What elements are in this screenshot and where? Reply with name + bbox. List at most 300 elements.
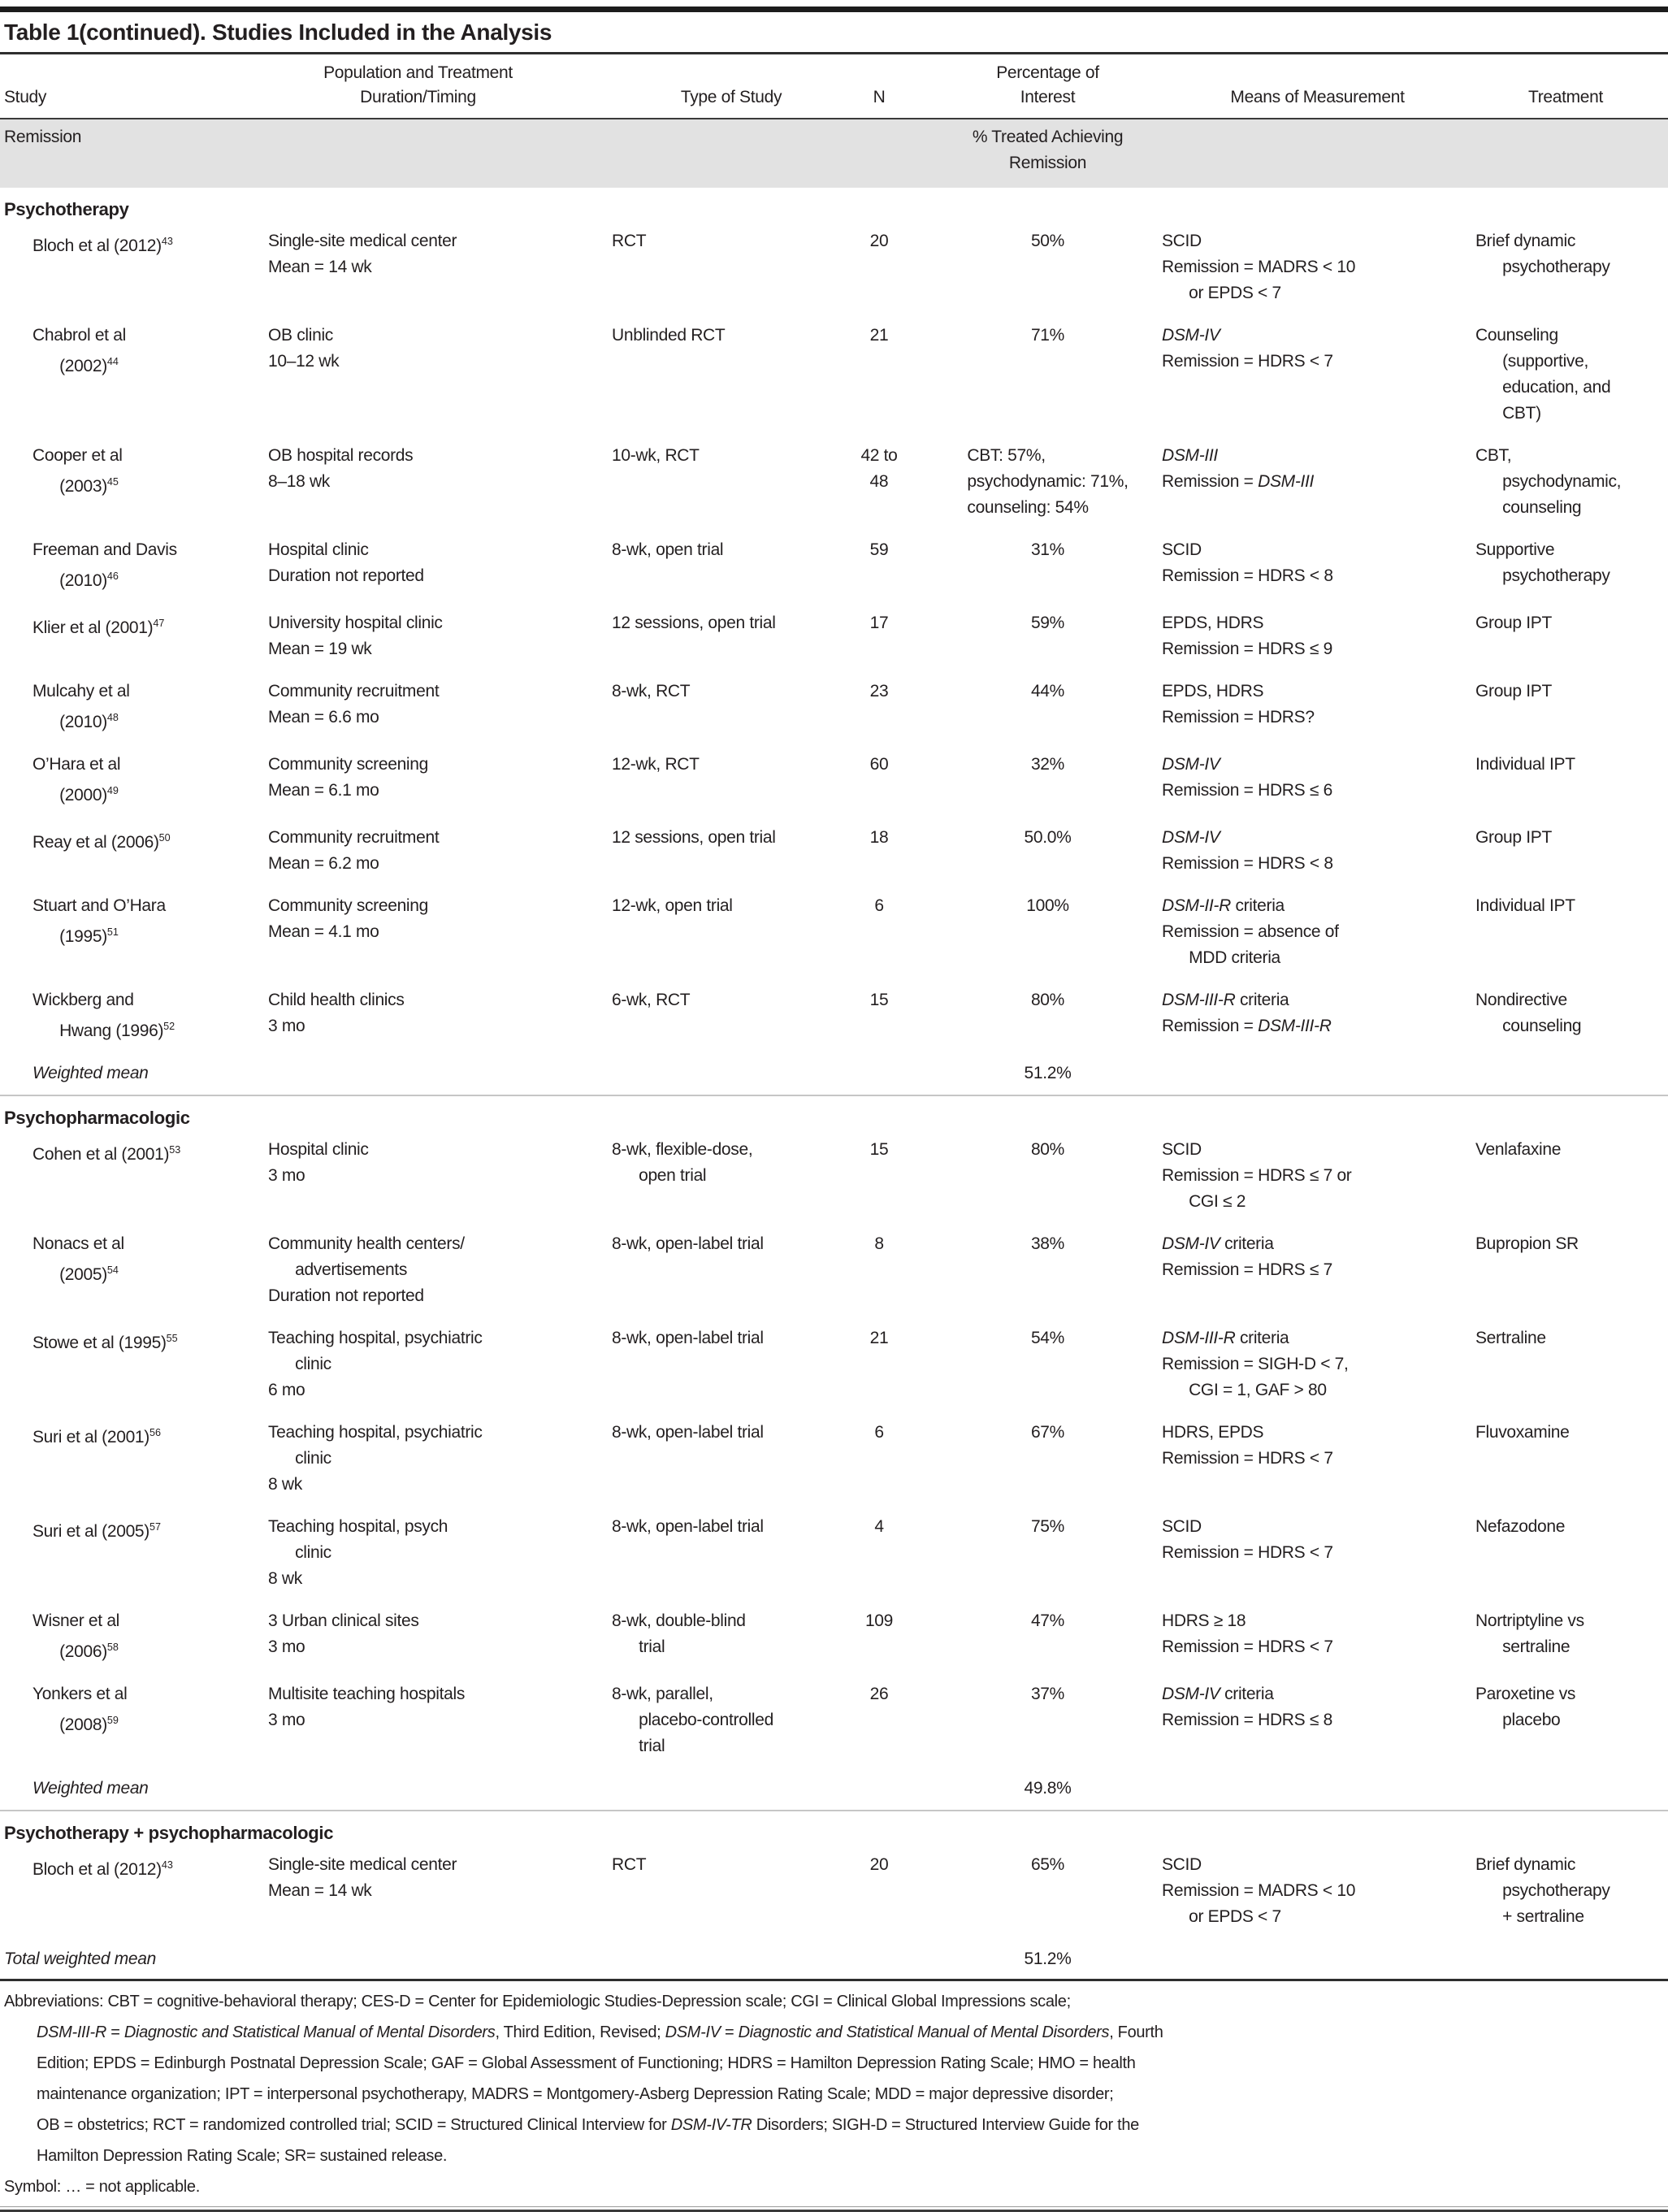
column-header-row	[0, 54, 1668, 118]
means-cell	[1147, 1514, 1411, 1566]
study-cell	[0, 1325, 262, 1356]
n-cell	[794, 537, 916, 563]
col-header-means: Means of Measurement	[1230, 88, 1405, 106]
pct-cell	[916, 1852, 1147, 1878]
table-title: Table 1(continued). Studies Included in the Analysis	[4, 20, 552, 45]
n-text: 21	[869, 1329, 889, 1347]
population-cell	[262, 610, 574, 662]
table-row	[0, 1325, 1668, 1403]
study-text: Chabrol et al $(2002)^{44}$	[32, 326, 126, 375]
weighted-mean-value-cell	[916, 1776, 1147, 1802]
type-text: Unblinded RCT	[612, 326, 726, 345]
type-text: RCT	[612, 1855, 647, 1874]
n-text: 18	[869, 828, 889, 847]
weighted-mean-value: 51.2%	[1024, 1064, 1072, 1082]
weighted-mean-label: Weighted mean	[32, 1064, 149, 1082]
table-top-rule	[0, 7, 1668, 12]
study-cell	[0, 537, 262, 594]
means-cell	[1147, 1681, 1411, 1733]
treatment-text: Brief dynamic psychotherapy + sertraline	[1475, 1855, 1610, 1926]
treatment-text: Individual IPT	[1475, 896, 1575, 915]
study-text: Reay et al $(2006)^{50}$	[32, 832, 171, 852]
pct-text: 50.0%	[1024, 828, 1072, 847]
treatment-text: Group IPT	[1475, 614, 1552, 632]
treatment-cell	[1411, 1420, 1668, 1446]
means-text: DSM-IV Remission = HDRS < 7	[1162, 326, 1333, 371]
means-cell	[1147, 323, 1411, 375]
population-cell	[262, 1420, 574, 1498]
population-text: Teaching hospital, psychiatric clinic 6 mo	[268, 1329, 483, 1399]
treatment-cell	[1411, 752, 1668, 778]
type-cell	[574, 1681, 794, 1759]
col-header-study: Study	[4, 88, 47, 106]
means-text: EPDS, HDRS Remission = HDRS?	[1162, 682, 1315, 726]
table-body	[0, 197, 1668, 1972]
type-cell	[574, 610, 794, 636]
section-header: Psychotherapy + psychopharmacologic	[4, 1823, 334, 1843]
pct-cell	[916, 987, 1147, 1013]
study-cell	[0, 228, 262, 259]
population-cell	[262, 323, 574, 375]
n-cell	[794, 1420, 916, 1446]
n-text: 8	[874, 1234, 884, 1253]
population-text: Single-site medical center Mean = 14 wk	[268, 1855, 457, 1900]
study-cell	[0, 679, 262, 735]
means-cell	[1147, 1608, 1411, 1660]
type-cell	[574, 1852, 794, 1878]
population-text: Teaching hospital, psych clinic 8 wk	[268, 1517, 448, 1588]
n-cell	[794, 228, 916, 254]
study-text: Nonacs et al $(2005)^{54}$	[32, 1234, 124, 1284]
n-text: 23	[869, 682, 889, 700]
population-text: Community screening Mean = 4.1 mo	[268, 896, 428, 941]
pct-cell	[916, 1681, 1147, 1707]
pct-text: 75%	[1030, 1517, 1065, 1536]
treatment-cell	[1411, 893, 1668, 919]
means-cell	[1147, 1420, 1411, 1472]
weighted-mean-row	[0, 1776, 1668, 1802]
footnotes	[0, 1981, 1668, 2206]
type-cell	[574, 1231, 794, 1257]
type-cell	[574, 987, 794, 1013]
table-row	[0, 1608, 1668, 1665]
table-row	[0, 987, 1668, 1044]
treatment-text: Nortriptyline vs sertraline	[1475, 1611, 1584, 1656]
population-cell	[262, 1137, 574, 1189]
n-cell	[794, 1325, 916, 1351]
study-cell	[0, 443, 262, 500]
pct-text: 65%	[1030, 1855, 1065, 1874]
pct-cell	[916, 825, 1147, 851]
population-cell	[262, 1852, 574, 1904]
treatment-cell	[1411, 1514, 1668, 1540]
n-cell	[794, 1231, 916, 1257]
type-cell	[574, 323, 794, 349]
n-cell	[794, 752, 916, 778]
total-weighted-mean-value: 51.2%	[1024, 1950, 1072, 1968]
means-cell	[1147, 1231, 1411, 1283]
col-header-treatment: Treatment	[1527, 88, 1604, 106]
col-header-population: Population and Treatment Duration/Timing	[323, 63, 513, 106]
table-row	[0, 1231, 1668, 1309]
type-cell	[574, 1608, 794, 1660]
treatment-text: Venlafaxine	[1475, 1140, 1562, 1159]
means-cell	[1147, 1325, 1411, 1403]
table-row	[0, 1681, 1668, 1759]
treatment-cell	[1411, 1137, 1668, 1163]
section-divider	[0, 1095, 1668, 1096]
treatment-text: Brief dynamic psychotherapy	[1475, 232, 1610, 276]
weighted-mean-label-cell	[0, 1776, 262, 1802]
type-text: 8-wk, flexible-dose, open trial	[612, 1140, 753, 1185]
pct-text: 100%	[1026, 896, 1069, 915]
population-cell	[262, 1325, 574, 1403]
type-text: 8-wk, open-label trial	[612, 1329, 764, 1347]
treatment-cell	[1411, 825, 1668, 851]
table-row	[0, 443, 1668, 521]
population-cell	[262, 228, 574, 280]
type-cell	[574, 1137, 794, 1189]
study-text: Klier et al $(2001)^{47}$	[32, 618, 165, 637]
study-text: Stuart and O’Hara $(1995)^{51}$	[32, 896, 166, 946]
type-text: 12 sessions, open trial	[612, 614, 776, 632]
pct-text: 59%	[1030, 614, 1065, 632]
n-cell	[794, 1137, 916, 1163]
treatment-cell	[1411, 1608, 1668, 1660]
table-row	[0, 610, 1668, 662]
means-text: DSM-III-R criteria Remission = DSM-III-R	[1162, 991, 1332, 1035]
means-cell	[1147, 443, 1411, 495]
study-text: Bloch et al $(2012)^{43}$	[32, 236, 173, 255]
table-row	[0, 1420, 1668, 1498]
population-text: Community recruitment Mean = 6.2 mo	[268, 828, 440, 873]
treatment-text: Individual IPT	[1475, 755, 1575, 774]
type-cell	[574, 825, 794, 851]
table-row	[0, 1852, 1668, 1930]
population-text: Hospital clinic 3 mo	[268, 1140, 369, 1185]
means-text: EPDS, HDRS Remission = HDRS ≤ 9	[1162, 614, 1332, 658]
study-cell	[0, 1608, 262, 1665]
n-text: 26	[869, 1685, 889, 1703]
weighted-mean-value-cell	[916, 1060, 1147, 1086]
symbol-note: Symbol: … = not applicable.	[4, 2178, 200, 2196]
pct-text: 71%	[1030, 326, 1065, 345]
treatment-cell	[1411, 987, 1668, 1039]
n-text: 15	[869, 991, 889, 1009]
means-text: DSM-III-R criteria Remission = SIGH-D < 7, CGI = 1, GAF > 80	[1162, 1329, 1349, 1399]
population-text: Community health centers/ advertisements Duration not reported	[268, 1234, 465, 1305]
population-cell	[262, 752, 574, 804]
treatment-text: Nondirective counseling	[1475, 991, 1582, 1035]
pct-text: CBT: 57%, psychodynamic: 71%, counseling: 54%	[967, 446, 1129, 517]
n-text: 6	[874, 896, 884, 915]
study-text: Mulcahy et al $(2010)^{48}$	[32, 682, 130, 731]
study-text: Freeman and Davis $(2010)^{46}$	[32, 540, 177, 590]
n-text: 60	[869, 755, 889, 774]
table-row	[0, 893, 1668, 971]
means-text: DSM-IV criteria Remission = HDRS ≤ 7	[1162, 1234, 1332, 1279]
means-cell	[1147, 1852, 1411, 1930]
type-cell	[574, 537, 794, 563]
population-cell	[262, 1514, 574, 1592]
population-text: OB hospital records 8–18 wk	[268, 446, 414, 491]
population-cell	[262, 893, 574, 945]
table-row	[0, 825, 1668, 877]
remission-band-measure: % Treated Achieving Remission	[972, 128, 1124, 172]
pct-text: 31%	[1030, 540, 1065, 559]
table-row	[0, 537, 1668, 594]
type-cell	[574, 1514, 794, 1540]
treatment-cell	[1411, 610, 1668, 636]
study-text: Cohen et al $(2001)^{53}$	[32, 1144, 181, 1164]
treatment-text: Group IPT	[1475, 828, 1552, 847]
total-weighted-mean-label: Total weighted mean	[4, 1950, 156, 1968]
population-text: Teaching hospital, psychiatric clinic 8 wk	[268, 1423, 483, 1494]
means-text: DSM-IV Remission = HDRS < 8	[1162, 828, 1333, 873]
type-cell	[574, 752, 794, 778]
treatment-text: Bupropion SR	[1475, 1234, 1579, 1253]
n-cell	[794, 679, 916, 705]
treatment-cell	[1411, 323, 1668, 427]
pct-text: 50%	[1030, 232, 1065, 250]
pct-cell	[916, 1608, 1147, 1634]
population-text: University hospital clinic Mean = 19 wk	[268, 614, 443, 658]
type-cell	[574, 1420, 794, 1446]
study-text: Wisner et al $(2006)^{58}$	[32, 1611, 120, 1661]
population-cell	[262, 537, 574, 589]
type-text: 12-wk, RCT	[612, 755, 700, 774]
n-cell	[794, 825, 916, 851]
pct-text: 80%	[1030, 1140, 1065, 1159]
pct-cell	[916, 537, 1147, 563]
type-text: 8-wk, RCT	[612, 682, 691, 700]
treatment-text: Sertraline	[1475, 1329, 1546, 1347]
means-text: SCID Remission = MADRS < 10 or EPDS < 7	[1162, 232, 1356, 302]
study-text: Bloch et al $(2012)^{43}$	[32, 1859, 173, 1879]
means-cell	[1147, 610, 1411, 662]
type-cell	[574, 1325, 794, 1351]
means-text: DSM-IV criteria Remission = HDRS ≤ 8	[1162, 1685, 1332, 1729]
pct-cell	[916, 679, 1147, 705]
abbreviations-note: Abbreviations: CBT = cognitive-behavioral therapy; CES-D = Center for Epidemiologic Studies-Depression scale; CGI = Clinical Global Impressions scale; DSM-III-R = Diagnostic and Statistical Manual of Mental Disorders, Third Edition, Revised; DSM-IV = Diagnostic and Statistical Manual of Mental Disorders, Fourth Edition; EPDS = Edinburgh Postnatal Depression Scale; GAF = Global Assessment of Functioning; HDRS = Hamilton Depression Rating Scale; HMO = health maintenance organization; IPT = interpersonal psychotherapy, MADRS = Montgomery-Asberg Depression Rating Scale; MDD = major depressive disorder; OB = obstetrics; RCT = randomized controlled trial; SCID = Structured Clinical Interview for DSM-IV-TR Disorders; SIGH-D = Structured Interview Guide for the Hamilton Depression Rating Scale; SR= sustained release.	[4, 1993, 1163, 2165]
table-row	[0, 323, 1668, 427]
study-cell	[0, 1514, 262, 1545]
means-text: DSM-III Remission = DSM-III	[1162, 446, 1315, 491]
study-text: Cooper et al $(2003)^{45}$	[32, 446, 123, 496]
population-cell	[262, 679, 574, 731]
pct-cell	[916, 1420, 1147, 1446]
section-divider	[0, 1810, 1668, 1811]
study-text: Suri et al $(2005)^{57}$	[32, 1521, 161, 1541]
study-cell	[0, 1231, 262, 1288]
means-cell	[1147, 987, 1411, 1039]
n-text: 4	[874, 1517, 884, 1536]
means-cell	[1147, 537, 1411, 589]
pct-cell	[916, 443, 1147, 521]
pct-text: 37%	[1030, 1685, 1065, 1703]
population-text: 3 Urban clinical sites 3 mo	[268, 1611, 419, 1656]
means-text: DSM-IV Remission = HDRS ≤ 6	[1162, 755, 1332, 800]
n-cell	[794, 1608, 916, 1634]
n-cell	[794, 1681, 916, 1707]
study-text: Stowe et al $(1995)^{55}$	[32, 1333, 178, 1352]
study-cell	[0, 752, 262, 809]
n-text: 59	[869, 540, 889, 559]
population-cell	[262, 825, 574, 877]
treatment-text: Fluvoxamine	[1475, 1423, 1570, 1442]
n-text: 42 to 48	[860, 446, 898, 491]
type-text: 8-wk, parallel, placebo-controlled trial	[612, 1685, 773, 1755]
col-header-type: Type of Study	[680, 88, 782, 106]
treatment-cell	[1411, 1231, 1668, 1257]
table-row	[0, 752, 1668, 809]
n-text: 15	[869, 1140, 889, 1159]
population-text: Hospital clinic Duration not reported	[268, 540, 424, 585]
study-cell	[0, 1681, 262, 1738]
population-cell	[262, 1608, 574, 1660]
treatment-cell	[1411, 228, 1668, 280]
table-row	[0, 1514, 1668, 1592]
type-text: 10-wk, RCT	[612, 446, 700, 465]
weighted-mean-value: 49.8%	[1024, 1779, 1072, 1798]
n-cell	[794, 443, 916, 495]
pct-text: 67%	[1030, 1423, 1065, 1442]
type-cell	[574, 228, 794, 254]
n-cell	[794, 323, 916, 349]
means-text: HDRS, EPDS Remission = HDRS < 7	[1162, 1423, 1333, 1468]
pct-cell	[916, 610, 1147, 636]
type-text: RCT	[612, 232, 647, 250]
population-cell	[262, 1231, 574, 1309]
type-text: 8-wk, open-label trial	[612, 1517, 764, 1536]
type-text: 8-wk, double-blind trial	[612, 1611, 746, 1656]
means-cell	[1147, 752, 1411, 804]
study-cell	[0, 1852, 262, 1883]
treatment-cell	[1411, 1681, 1668, 1733]
remission-band	[0, 119, 1668, 188]
weighted-mean-label: Weighted mean	[32, 1779, 149, 1798]
population-cell	[262, 987, 574, 1039]
type-text: 6-wk, RCT	[612, 991, 691, 1009]
study-cell	[0, 987, 262, 1044]
pct-cell	[916, 1137, 1147, 1163]
n-text: 17	[869, 614, 889, 632]
study-cell	[0, 1137, 262, 1168]
study-cell	[0, 610, 262, 641]
weighted-mean-row	[0, 1060, 1668, 1086]
study-cell	[0, 1420, 262, 1451]
pct-text: 80%	[1030, 991, 1065, 1009]
study-text: Yonkers et al $(2008)^{59}$	[32, 1685, 128, 1734]
section-header: Psychotherapy	[4, 199, 129, 219]
pct-cell	[916, 323, 1147, 349]
type-text: 12 sessions, open trial	[612, 828, 776, 847]
col-header-percentage: Percentage of Interest	[996, 63, 1099, 106]
n-cell	[794, 610, 916, 636]
table-row	[0, 228, 1668, 306]
treatment-text: Paroxetine vs placebo	[1475, 1685, 1576, 1729]
table-row	[0, 1137, 1668, 1215]
treatment-cell	[1411, 537, 1668, 589]
type-text: 8-wk, open-label trial	[612, 1234, 764, 1253]
type-text: 8-wk, open trial	[612, 540, 724, 559]
means-text: HDRS ≥ 18 Remission = HDRS < 7	[1162, 1611, 1333, 1656]
n-text: 6	[874, 1423, 884, 1442]
treatment-text: Nefazodone	[1475, 1517, 1566, 1536]
type-cell	[574, 893, 794, 919]
treatment-text: Group IPT	[1475, 682, 1552, 700]
population-text: Child health clinics 3 mo	[268, 991, 405, 1035]
type-cell	[574, 679, 794, 705]
treatment-cell	[1411, 679, 1668, 705]
n-text: 20	[869, 232, 889, 250]
means-cell	[1147, 825, 1411, 877]
pct-cell	[916, 1231, 1147, 1257]
means-text: DSM-II-R criteria Remission = absence of MDD criteria	[1162, 896, 1339, 967]
means-text: SCID Remission = MADRS < 10 or EPDS < 7	[1162, 1855, 1356, 1926]
pct-text: 54%	[1030, 1329, 1065, 1347]
means-cell	[1147, 1137, 1411, 1215]
treatment-text: CBT, psychodynamic, counseling	[1475, 446, 1622, 517]
table-row	[0, 679, 1668, 735]
population-cell	[262, 443, 574, 495]
study-text: Suri et al $(2001)^{56}$	[32, 1427, 161, 1446]
population-text: Single-site medical center Mean = 14 wk	[268, 232, 457, 276]
pct-text: 44%	[1030, 682, 1065, 700]
pct-cell	[916, 228, 1147, 254]
population-cell	[262, 1681, 574, 1733]
study-text: Wickberg and Hwang $(1996)^{52}$	[32, 991, 175, 1040]
pct-cell	[916, 1325, 1147, 1351]
pct-text: 32%	[1030, 755, 1065, 774]
population-text: OB clinic 10–12 wk	[268, 326, 340, 371]
treatment-cell	[1411, 1852, 1668, 1930]
n-cell	[794, 893, 916, 919]
means-text: SCID Remission = HDRS ≤ 7 or CGI ≤ 2	[1162, 1140, 1352, 1211]
study-cell	[0, 893, 262, 950]
pct-text: 38%	[1030, 1234, 1065, 1253]
population-text: Multisite teaching hospitals 3 mo	[268, 1685, 466, 1729]
total-weighted-mean-label-cell	[0, 1946, 262, 1972]
n-cell	[794, 987, 916, 1013]
total-weighted-mean-row	[0, 1946, 1668, 1972]
section-header: Psychopharmacologic	[4, 1108, 190, 1128]
n-text: 109	[864, 1611, 894, 1630]
weighted-mean-label-cell	[0, 1060, 262, 1086]
n-cell	[794, 1514, 916, 1540]
treatment-text: Supportive psychotherapy	[1475, 540, 1610, 585]
pct-cell	[916, 1514, 1147, 1540]
population-text: Community recruitment Mean = 6.6 mo	[268, 682, 440, 726]
total-weighted-mean-value-cell	[916, 1946, 1147, 1972]
remission-band-label: Remission	[4, 128, 82, 146]
treatment-cell	[1411, 443, 1668, 521]
study-cell	[0, 825, 262, 856]
col-header-n: N	[873, 88, 886, 106]
n-text: 21	[869, 326, 889, 345]
means-text: SCID Remission = HDRS < 7	[1162, 1517, 1333, 1562]
pct-text: 47%	[1030, 1611, 1065, 1630]
pct-cell	[916, 752, 1147, 778]
treatment-cell	[1411, 1325, 1668, 1351]
study-cell	[0, 323, 262, 380]
means-cell	[1147, 893, 1411, 971]
means-cell	[1147, 679, 1411, 731]
type-text: 12-wk, open trial	[612, 896, 733, 915]
population-text: Community screening Mean = 6.1 mo	[268, 755, 428, 800]
type-text: 8-wk, open-label trial	[612, 1423, 764, 1442]
n-text: 20	[869, 1855, 889, 1874]
